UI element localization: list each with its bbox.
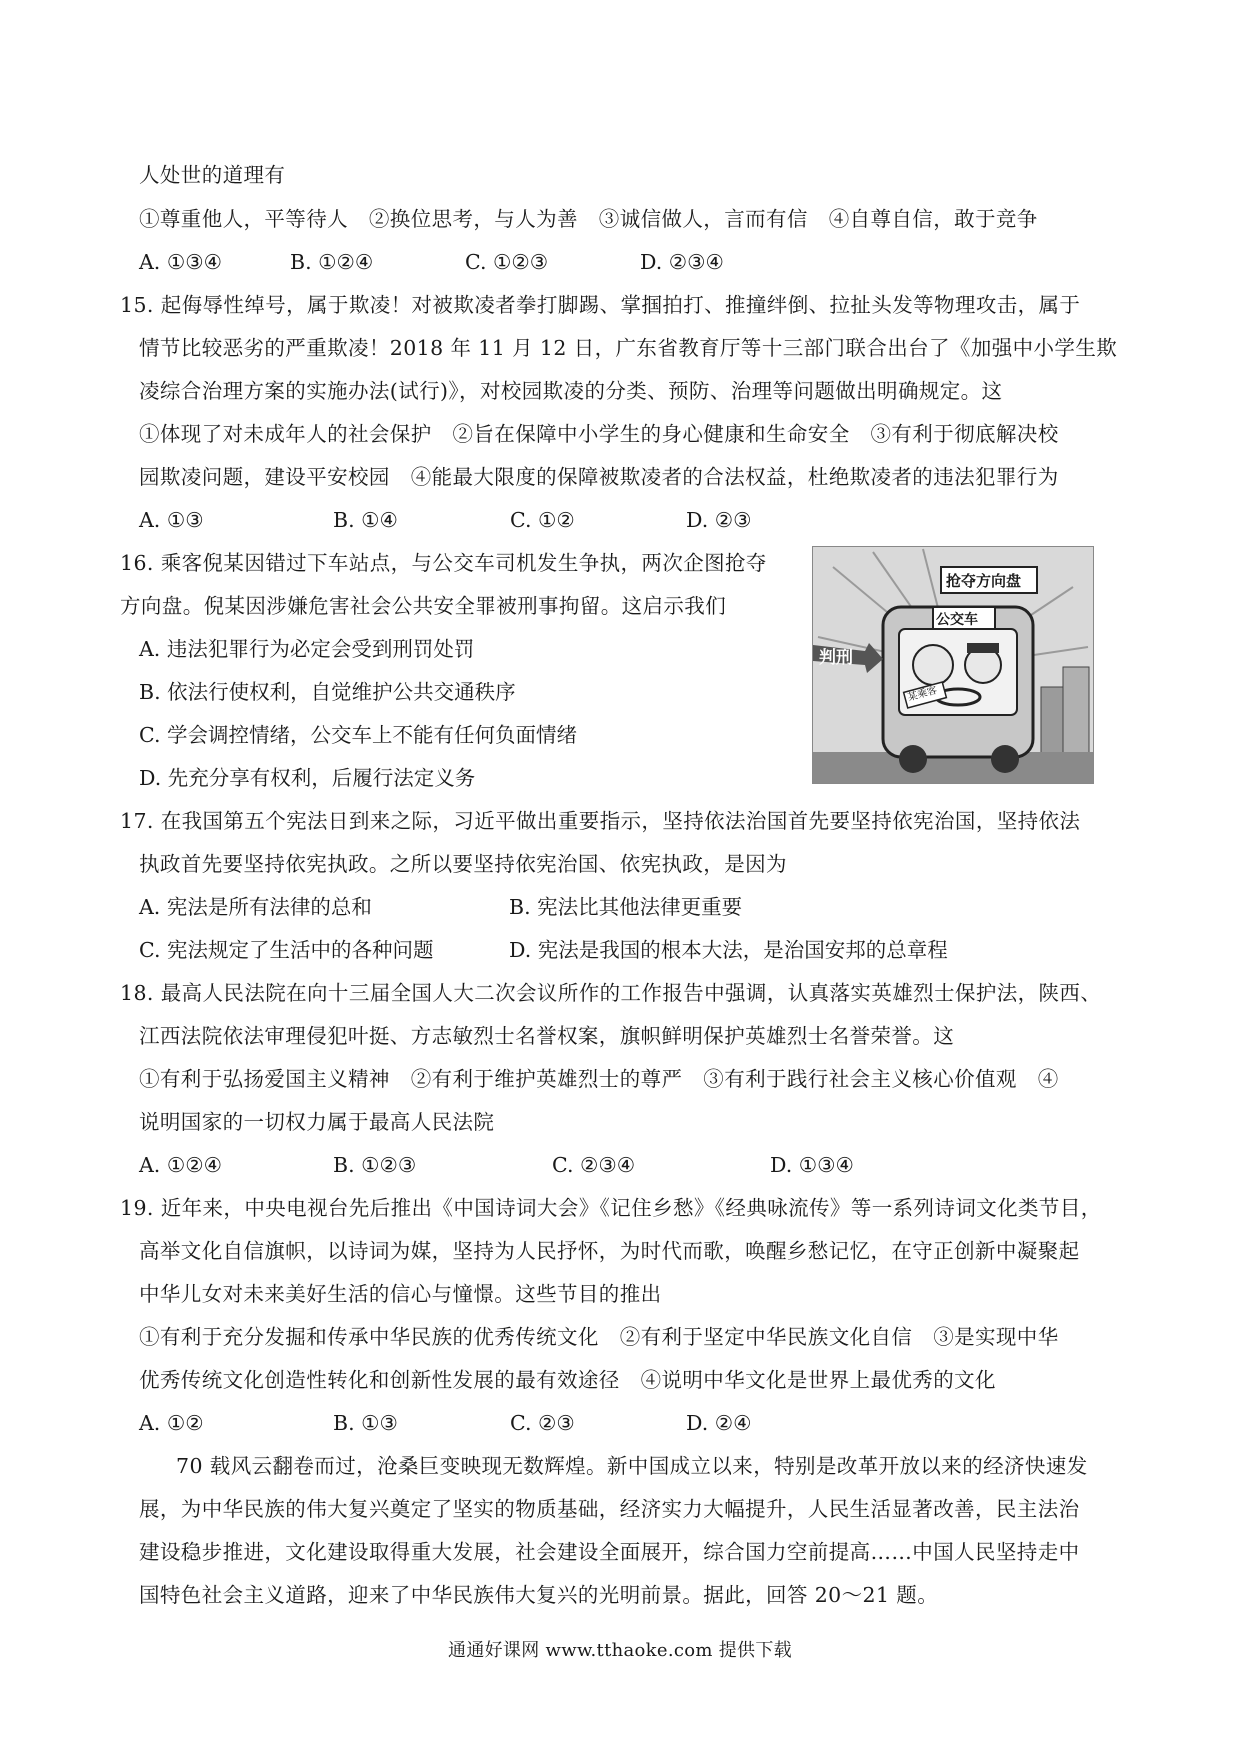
q16-line-2: 方向盘。倪某因涉嫌危害社会公共安全罪被刑事拘留。这启示我们 [120,594,727,618]
q17-line-1: 17. 在我国第五个宪法日到来之际，习近平做出重要指示，坚持依法治国首先要坚持依宪治国，坚持依法 [120,809,1081,833]
q19-option-c: C. ②③ [510,1411,575,1435]
image-bus-label: 公交车 [936,612,978,628]
q17-option-a: A. 宪法是所有法律的总和 [139,895,372,919]
q18-option-a: A. ①②④ [139,1153,222,1177]
q19-line-2: 高举文化自信旗帜，以诗词为媒，坚持为人民抒怀，为时代而歌，唤醒乡愁记忆，在守正创新中凝聚起 [139,1239,1080,1263]
q18-option-c: C. ②③④ [552,1153,636,1177]
q16-option-c: C. 学会调控情绪，公交车上不能有任何负面情绪 [139,723,577,747]
q14-option-b: B. ①②④ [290,250,374,274]
q18-option-d: D. ①③④ [770,1153,854,1177]
q17-line-2: 执政首先要坚持依宪执政。之所以要坚持依宪治国、依宪执政，是因为 [139,852,787,876]
passage-line-4: 国特色社会主义道路，迎来了中华民族伟大复兴的光明前景。据此，回答 20～21 题。 [139,1583,939,1607]
q15-option-b: B. ①④ [333,508,398,532]
passage-line-2: 展，为中华民族的伟大复兴奠定了坚实的物质基础，经济实力大幅提升，人民生活显著改善，民主法治 [139,1497,1080,1521]
q14-option-c: C. ①②③ [465,250,549,274]
q15-option-d: D. ②③ [686,508,752,532]
q14-option-d: D. ②③④ [640,250,724,274]
q14-stem-tail: 人处世的道理有 [139,163,286,187]
q19-line-3: 中华儿女对未来美好生活的信心与憧憬。这些节目的推出 [139,1282,662,1306]
q16-option-b: B. 依法行使权利，自觉维护公共交通秩序 [139,680,516,704]
q17-option-b: B. 宪法比其他法律更重要 [509,895,743,919]
q15-option-a: A. ①③ [139,508,204,532]
image-tag-label: 某乘客 [906,685,939,704]
q15-line-4: ①体现了对未成年人的社会保护 ②旨在保障中小学生的身心健康和生命安全 ③有利于彻底解决校 [139,422,1059,446]
q19-line-1: 19. 近年来，中央电视台先后推出《中国诗词大会》《记住乡愁》《经典咏流传》等一系列诗词文化类节目， [120,1196,1102,1220]
q18-line-3: ①有利于弘扬爱国主义精神 ②有利于维护英雄烈士的尊严 ③有利于践行社会主义核心价值观 ④ [139,1067,1059,1091]
q18-line-4: 说明国家的一切权力属于最高人民法院 [139,1110,495,1134]
q15-option-c: C. ①② [510,508,575,532]
q16-option-a: A. 违法犯罪行为必定会受到刑罚处罚 [139,637,475,661]
q15-line-2: 情节比较恶劣的严重欺凌！2018 年 11 月 12 日，广东省教育厅等十三部门联合出台了《加强中小学生欺 [139,336,1118,360]
q19-option-a: A. ①② [139,1411,204,1435]
q19-option-d: D. ②④ [686,1411,752,1435]
q18-option-b: B. ①②③ [333,1153,417,1177]
q19-option-b: B. ①③ [333,1411,398,1435]
q15-line-3: 凌综合治理方案的实施办法(试行)》，对校园欺凌的分类、预防、治理等问题做出明确规定。这 [139,379,1003,403]
q18-line-1: 18. 最高人民法院在向十三届全国人大二次会议所作的工作报告中强调，认真落实英雄烈士保护法，陕西、 [120,981,1102,1005]
q14-option-a: A. ①③④ [139,250,222,274]
image-sign-label: 抢夺方向盘 [946,572,1022,590]
q16-option-d: D. 先充分享有权利，后履行法定义务 [139,766,476,790]
q18-line-2: 江西法院依法审理侵犯叶挺、方志敏烈士名誉权案，旗帜鲜明保护英雄烈士名誉荣誉。这 [139,1024,955,1048]
q16-line-1: 16. 乘客倪某因错过下车站点，与公交车司机发生争执，两次企图抢夺 [120,551,767,575]
q15-line-5: 园欺凌问题，建设平安校园 ④能最大限度的保障被欺凌者的合法权益，杜绝欺凌者的违法犯罪行为 [139,465,1059,489]
image-verdict-label: 判刑 [819,648,853,668]
q17-option-c: C. 宪法规定了生活中的各种问题 [139,938,434,962]
page-footer: 通通好课网 www.tthaoke.com 提供下载 [448,1640,792,1661]
bus-cartoon-image [812,546,1094,784]
q15-line-1: 15. 起侮辱性绰号，属于欺凌！对被欺凌者拳打脚踢、掌掴拍打、推撞绊倒、拉扯头发等物理攻击，属于 [120,293,1081,317]
q19-line-4: ①有利于充分发掘和传承中华民族的优秀传统文化 ②有利于坚定中华民族文化自信 ③是实现中华 [139,1325,1059,1349]
q14-statements: ①尊重他人，平等待人 ②换位思考，与人为善 ③诚信做人，言而有信 ④自尊自信，敢于竞争 [139,207,1038,231]
q17-option-d: D. 宪法是我国的根本大法，是治国安邦的总章程 [509,938,948,962]
passage-line-3: 建设稳步推进，文化建设取得重大发展，社会建设全面展开，综合国力空前提高……中国人民坚持走中 [139,1540,1080,1564]
passage-line-1: 70 载风云翻卷而过，沧桑巨变映现无数辉煌。新中国成立以来，特别是改革开放以来的经济快速发 [176,1454,1088,1478]
q19-line-5: 优秀传统文化创造性转化和创新性发展的最有效途径 ④说明中华文化是世界上最优秀的文化 [139,1368,996,1392]
